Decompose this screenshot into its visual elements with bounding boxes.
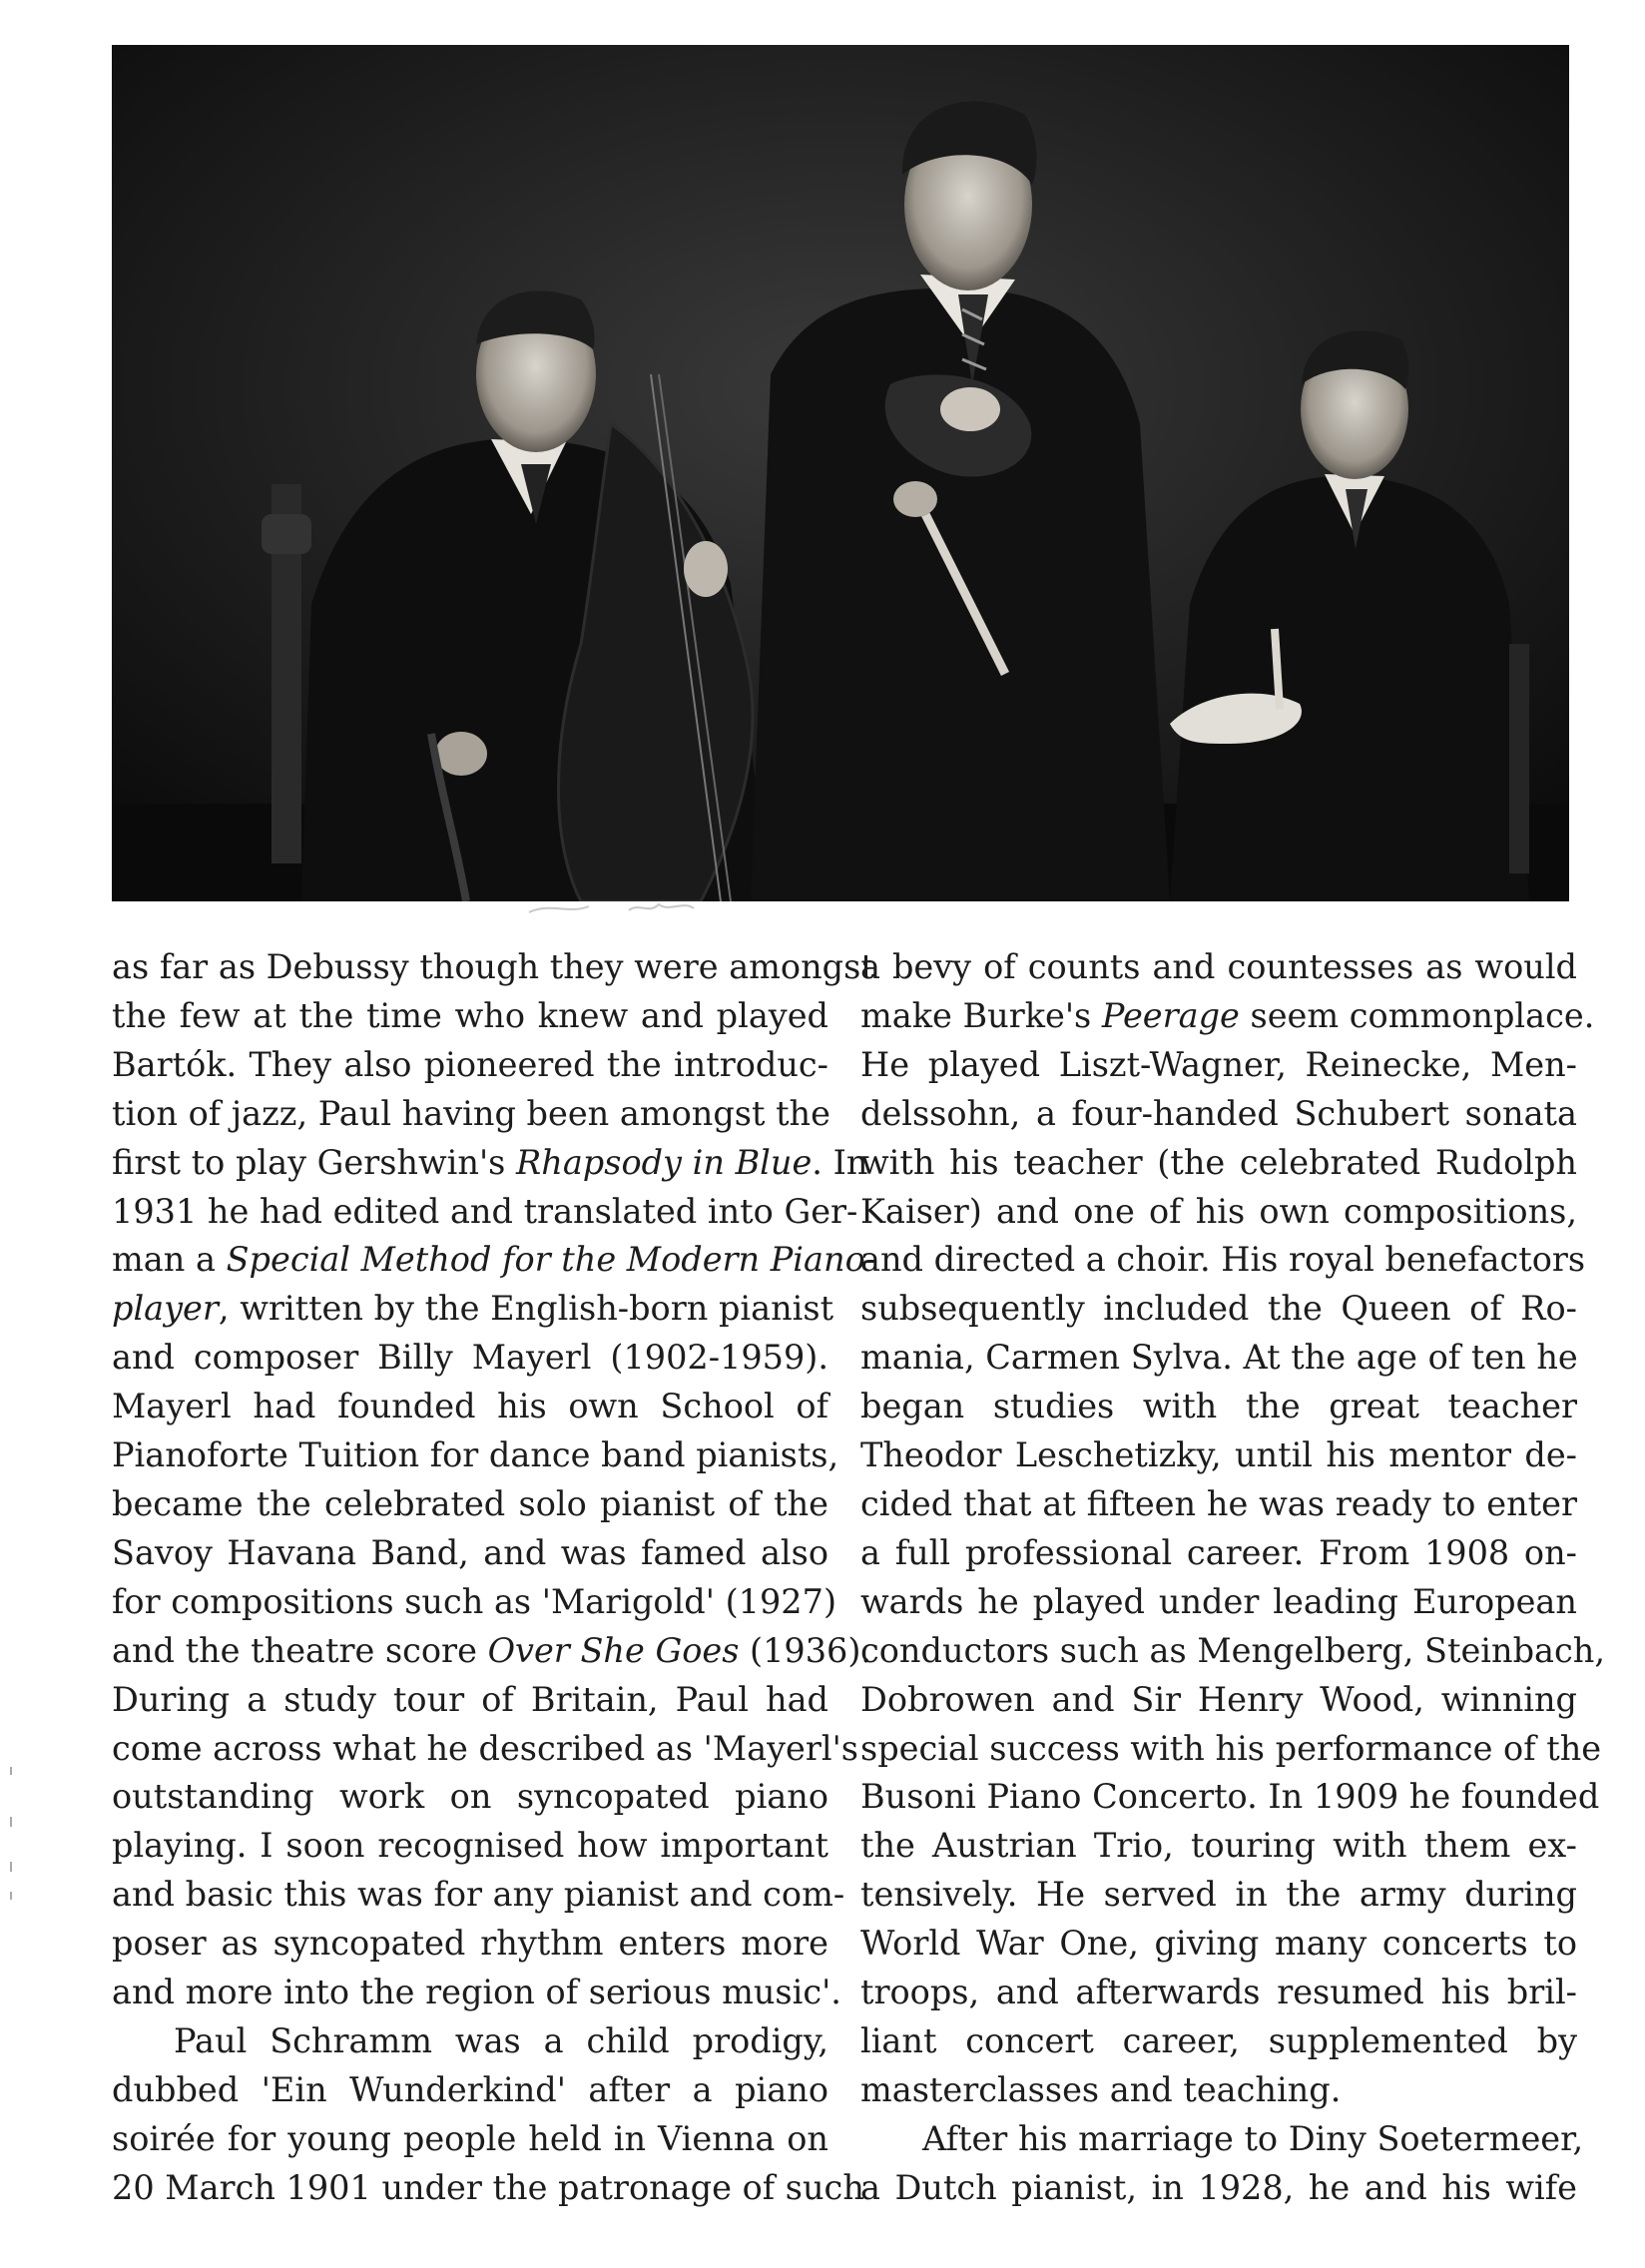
text-line: Mayerl had founded his own School of bbox=[112, 1387, 828, 1426]
title-italic: Rhapsody in Blue bbox=[516, 1142, 813, 1182]
text-line: World War One, giving many concerts to bbox=[860, 1924, 1577, 1964]
text-line: He played Liszt-Wagner, Reinecke, Men- bbox=[860, 1044, 1577, 1084]
text-line: Busoni Piano Concerto. In 1909 he founded bbox=[860, 1777, 1600, 1817]
text-line: the few at the time who knew and played bbox=[112, 995, 828, 1035]
text-line bbox=[112, 1285, 834, 1334]
text-line: subsequently included the Queen of Ro- bbox=[860, 1289, 1577, 1329]
right-text-column bbox=[860, 943, 1605, 2213]
text-line bbox=[860, 992, 1595, 1041]
text-line: Pianoforte Tuition for dance band pianists, bbox=[112, 1435, 839, 1475]
text-run: first to play Gershwin's bbox=[112, 1142, 517, 1182]
text-line: and composer Billy Mayerl (1902-1959). bbox=[112, 1338, 828, 1378]
text-run: (1936). bbox=[739, 1630, 872, 1670]
text-run: make Burke's bbox=[860, 995, 1102, 1035]
text-line: conductors such as Mengelberg, Steinbach, bbox=[860, 1630, 1605, 1670]
text-line: cided that at fifteen he was ready to enter bbox=[860, 1483, 1577, 1523]
text-line bbox=[112, 1139, 868, 1188]
text-line: for compositions such as 'Marigold' (1927) bbox=[112, 1581, 837, 1621]
text-line: come across what he described as 'Mayerl's bbox=[112, 1728, 858, 1768]
text-line: wards he played under leading European bbox=[860, 1581, 1577, 1621]
text-run: , written by the English-born pianist bbox=[218, 1289, 834, 1329]
title-italic: Special Method for the Modern Piano- bbox=[226, 1240, 877, 1280]
text-line: became the celebrated solo pianist of the bbox=[112, 1483, 828, 1523]
text-line: 20 March 1901 under the patronage of such bbox=[112, 2167, 864, 2207]
right-paragraph-2 bbox=[860, 2115, 1584, 2213]
text-line: mania, Carmen Sylva. At the age of ten he bbox=[860, 1338, 1578, 1378]
text-line: liant concert career, supplemented by bbox=[860, 2020, 1577, 2060]
text-line: tensively. He served in the army during bbox=[860, 1875, 1577, 1915]
text-run: seem commonplace. bbox=[1239, 995, 1595, 1035]
left-paragraph-2 bbox=[112, 2017, 864, 2213]
text-line: troops, and afterwards resumed his bril- bbox=[860, 1973, 1577, 2012]
text-line: dubbed 'Ein Wunderkind' after a piano bbox=[112, 2069, 828, 2109]
photo-illustration bbox=[112, 45, 1569, 901]
text-line: Savoy Havana Band, and was famed also bbox=[112, 1532, 828, 1572]
pencil-annotation-mark bbox=[519, 892, 759, 920]
text-line: a full professional career. From 1908 on- bbox=[860, 1532, 1577, 1572]
text-line: masterclasses and teaching. bbox=[860, 2069, 1342, 2109]
text-line bbox=[112, 1236, 877, 1285]
text-line: began studies with the great teacher bbox=[860, 1387, 1577, 1426]
text-line: After his marriage to Diny Soetermeer, bbox=[922, 2118, 1584, 2158]
text-line: special success with his performance of the bbox=[860, 1728, 1602, 1768]
trio-portrait-photo bbox=[112, 45, 1569, 901]
text-run: man a bbox=[112, 1240, 227, 1280]
text-run: and the theatre score bbox=[112, 1630, 488, 1670]
left-text-column bbox=[112, 943, 877, 2213]
text-line: Kaiser) and one of his own compositions, bbox=[860, 1191, 1577, 1231]
text-line: and directed a choir. His royal benefactors bbox=[860, 1240, 1586, 1280]
text-line: outstanding work on syncopated piano bbox=[112, 1777, 828, 1817]
right-paragraph-1 bbox=[860, 943, 1605, 2115]
text-line: Paul Schramm was a child prodigy, bbox=[174, 2020, 828, 2060]
margin-marks bbox=[6, 1767, 16, 1907]
text-line: delssohn, a four-handed Schubert sonata bbox=[860, 1093, 1577, 1133]
text-line bbox=[112, 1627, 872, 1676]
text-line: and more into the region of serious music'. bbox=[112, 1973, 841, 2012]
text-line: Theodor Leschetizky, until his mentor de- bbox=[860, 1435, 1577, 1475]
text-line: and basic this was for any pianist and com- bbox=[112, 1875, 845, 1915]
text-line: poser as syncopated rhythm enters more bbox=[112, 1924, 828, 1964]
text-line: Dobrowen and Sir Henry Wood, winning bbox=[860, 1679, 1577, 1719]
text-line: During a study tour of Britain, Paul had bbox=[112, 1679, 828, 1719]
text-line: Bartók. They also pioneered the introduc- bbox=[112, 1044, 828, 1084]
left-paragraph-1 bbox=[112, 943, 877, 2017]
title-italic: Peerage bbox=[1101, 995, 1240, 1035]
text-line: 1931 he had edited and translated into Ger- bbox=[112, 1191, 858, 1231]
text-line: the Austrian Trio, touring with them ex- bbox=[860, 1826, 1577, 1866]
text-line: a bevy of counts and countesses as would bbox=[860, 947, 1577, 986]
title-italic: Over She Goes bbox=[487, 1630, 740, 1670]
text-line: with his teacher (the celebrated Rudolph bbox=[860, 1142, 1577, 1182]
text-line: a Dutch pianist, in 1928, he and his wife bbox=[860, 2167, 1577, 2207]
text-line: as far as Debussy though they were amongst bbox=[112, 947, 874, 986]
text-line: playing. I soon recognised how important bbox=[112, 1826, 828, 1866]
text-run: . In bbox=[812, 1142, 868, 1182]
text-line: tion of jazz, Paul having been amongst the bbox=[112, 1093, 830, 1133]
title-italic: player bbox=[112, 1289, 219, 1329]
text-line: soirée for young people held in Vienna on bbox=[112, 2118, 828, 2158]
